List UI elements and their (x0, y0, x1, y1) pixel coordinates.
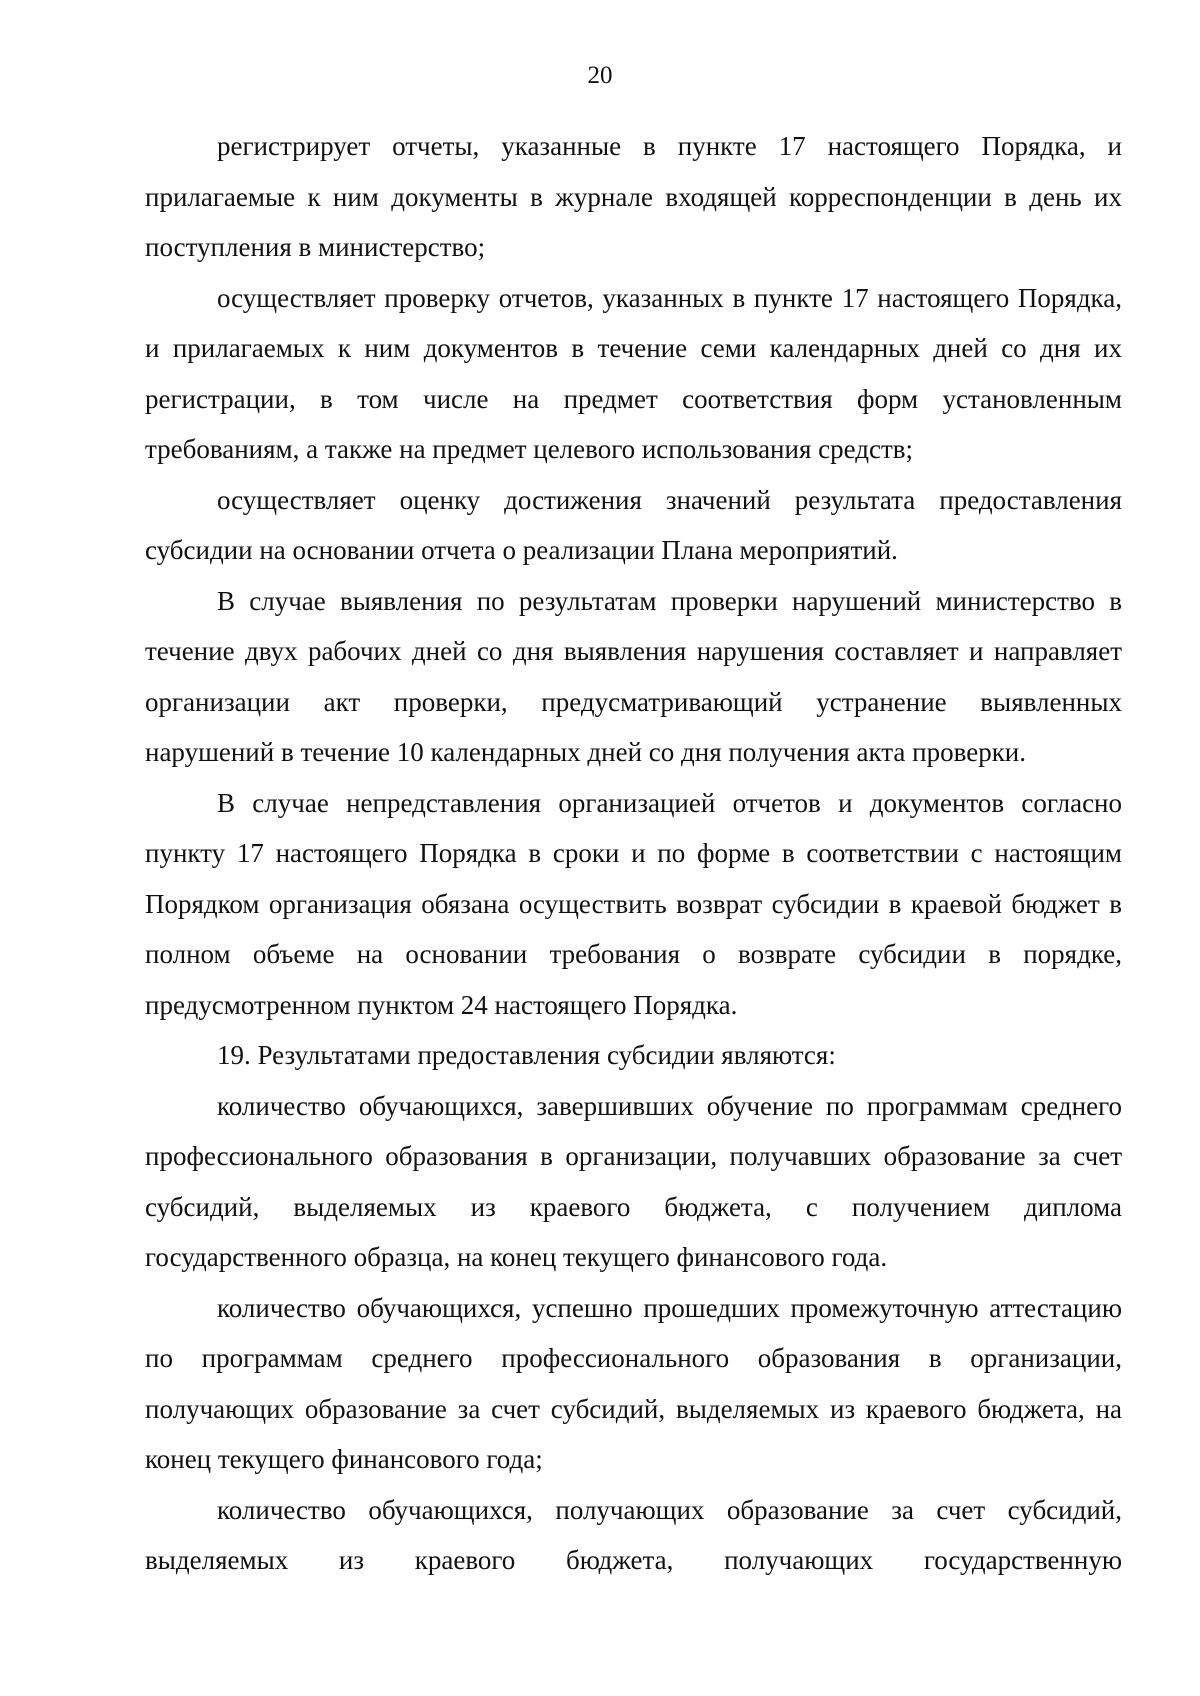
paragraph-result-assessment: осуществляет оценку достижения значений результата предоставления субсидии на основании отчета о реализации Плана мероприятий. (145, 484, 1122, 565)
paragraph-section-19: 19. Результатами предоставления субсидии являются: (217, 1040, 836, 1070)
paragraph-result-state-scholarship: количество обучающихся, получающих образование за счет субсидий, выделяемых из краевого бюджета, получающих государственную (145, 1494, 1122, 1575)
paragraph-report-check: осуществляет проверку отчетов, указанных в пункте 17 настоящего Порядка, и прилагаемых к ним документов в течение семи календарных дней со дня их регистрации, в том числе на предмет соответствия форм установленным требованиям, а также на предмет целевого использования средств; (145, 282, 1122, 464)
document-body (145, 121, 1122, 1586)
paragraph-violations: В случае выявления по результатам проверки нарушений министерство в течение двух рабочих дней со дня выявления нарушения составляет и направляет организации акт проверки, предусматривающий устранение выявленных нарушений в течение 10 календарных дней со дня получения акта проверки. (145, 585, 1122, 767)
paragraph-registration: регистрирует отчеты, указанные в пункте 17 настоящего Порядка, и прилагаемые к ним документы в журнале входящей корреспонденции в день их поступления в министерство; (145, 131, 1122, 262)
paragraph-result-graduates: количество обучающихся, завершивших обучение по программам среднего профессионального образования в организации, получавших образование за счет субсидий, выделяемых из краевого бюджета, с получением диплома государственного образца, на конец текущего финансового года. (145, 1090, 1122, 1272)
paragraph-result-attestation: количество обучающихся, успешно прошедших промежуточную аттестацию по программам среднего профессионального образования в организации, получающих образование за счет субсидий, выделяемых из краевого бюджета, на конец текущего финансового года; (145, 1292, 1122, 1474)
paragraph-non-submission: В случае непредставления организацией отчетов и документов согласно пункту 17 настоящего Порядка в сроки и по форме в соответствии с настоящим Порядком организация обязана осуществить возврат субсидии в краевой бюджет в полном объеме на основании требования о возврате субсидии в порядке, предусмотренном пунктом 24 настоящего Порядка. (145, 787, 1122, 1020)
page-number: 20 (587, 62, 613, 89)
